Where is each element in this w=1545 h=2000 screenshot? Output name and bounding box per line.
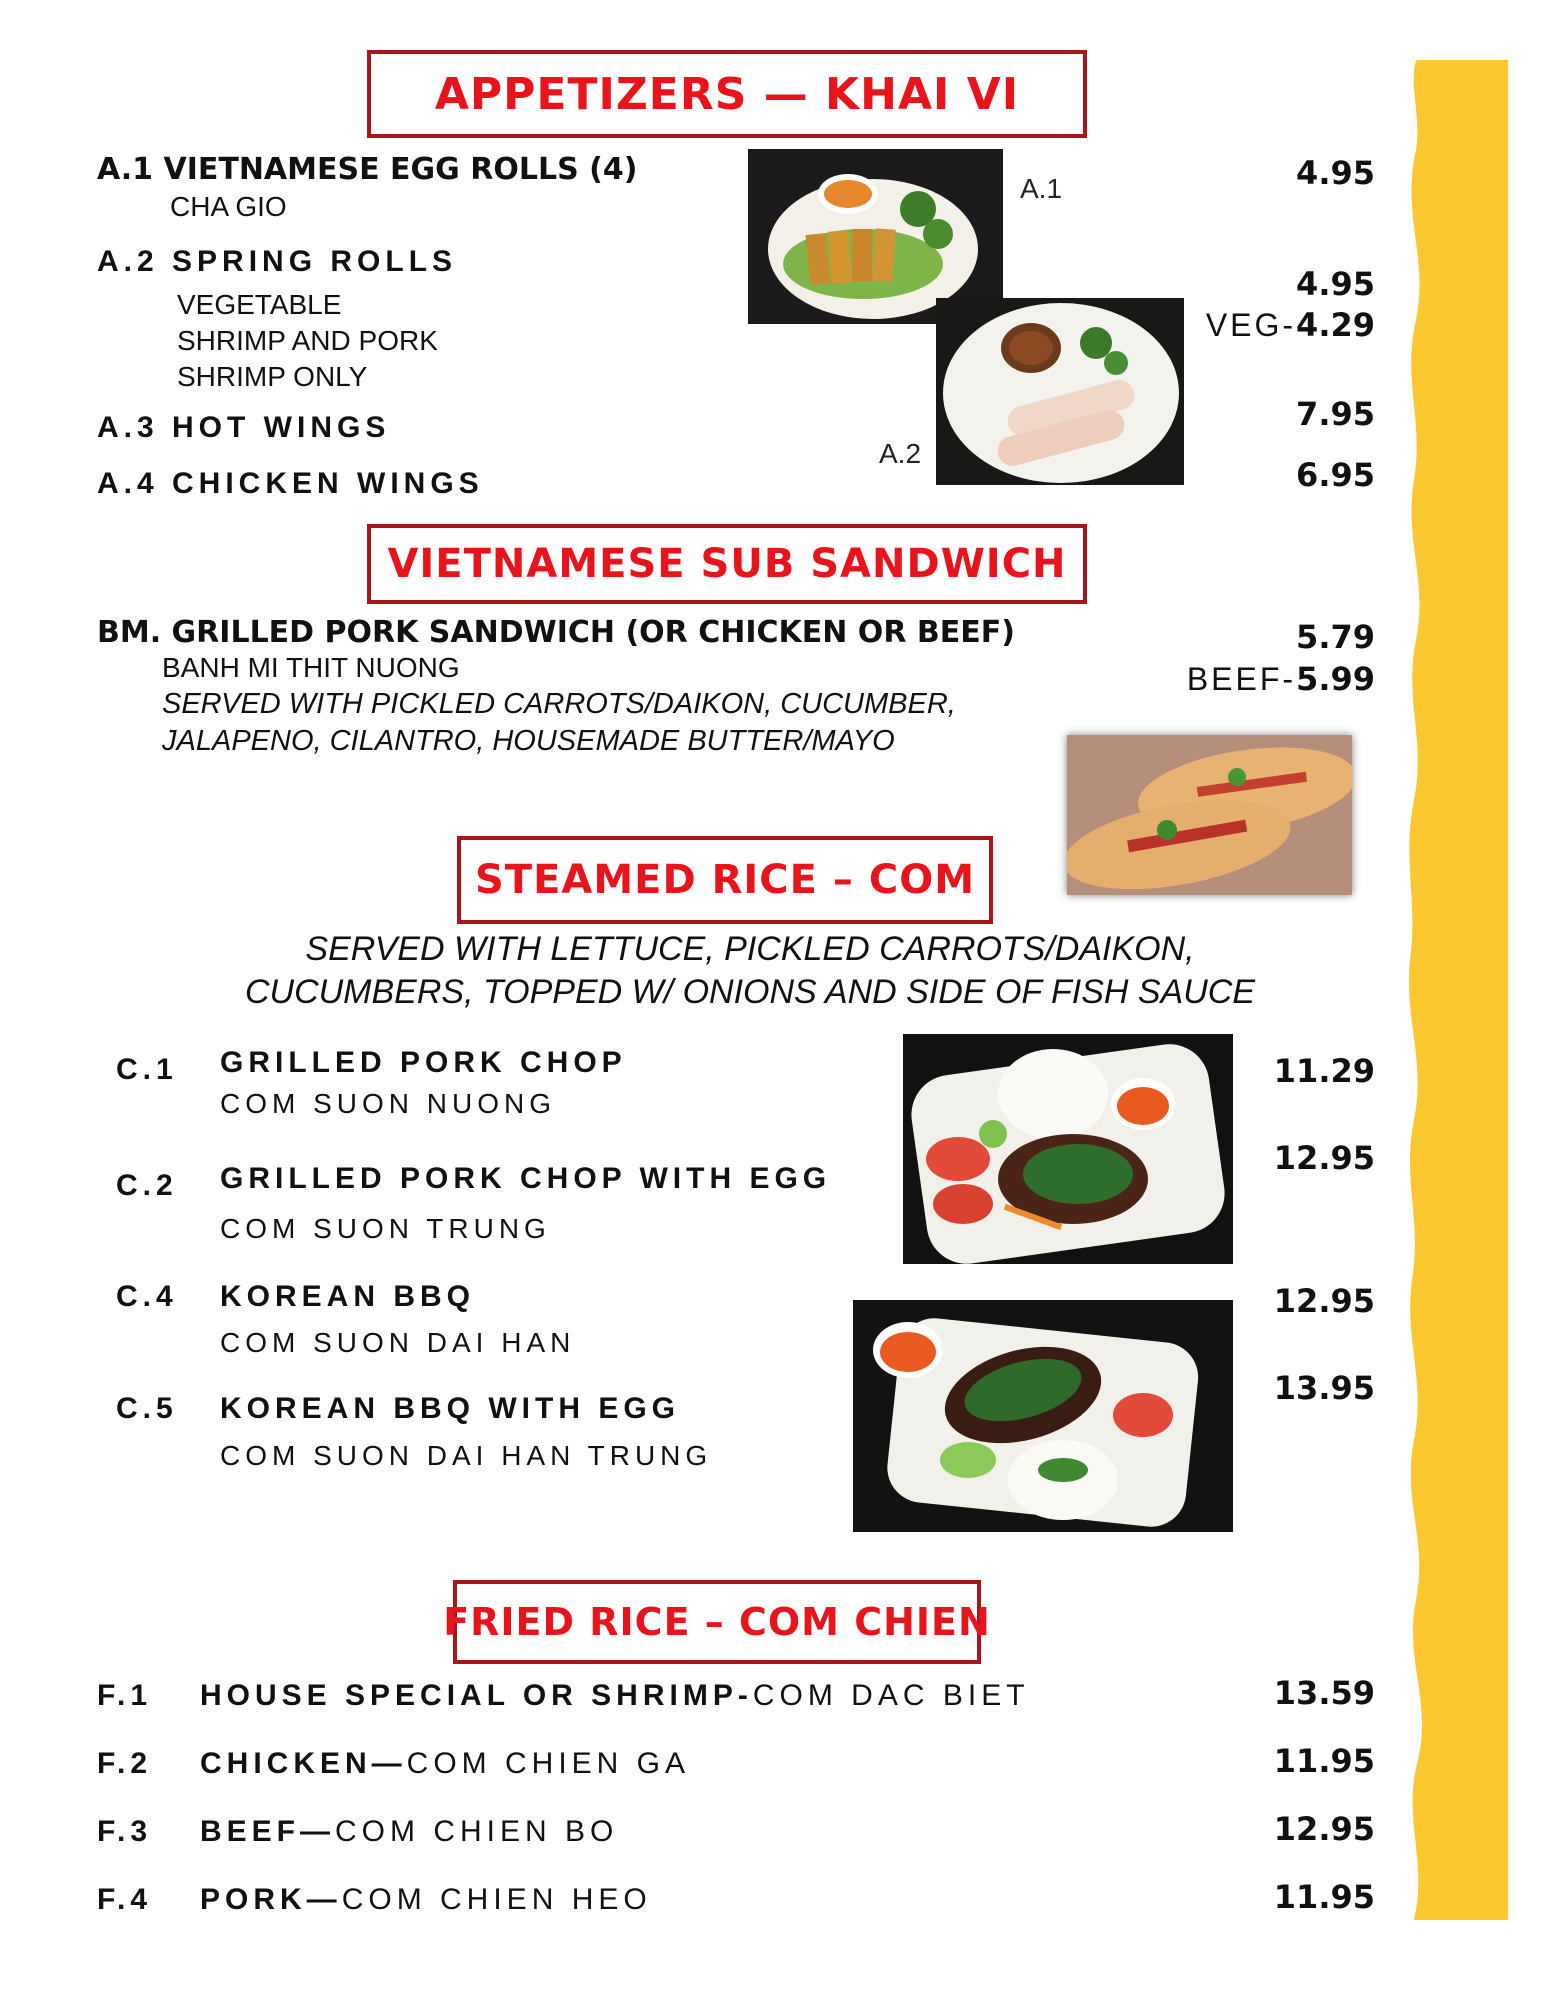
fried-item-name <box>200 1747 690 1781</box>
fried-item-english: HOUSE SPECIAL OR SHRIMP- <box>200 1679 753 1712</box>
item-a2-veg-price <box>1206 306 1375 344</box>
rice-title-text: STEAMED RICE – COM <box>474 857 975 903</box>
fried-rice-title-text: FRIED RICE – COM CHIEN <box>443 1600 991 1644</box>
item-a2-option-vegetable: VEGETABLE <box>177 289 342 320</box>
fried-item-english: CHICKEN— <box>200 1747 407 1780</box>
rice-note-line2: CUCUMBERS, TOPPED W/ ONIONS AND SIDE OF FISH SAUCE <box>244 973 1256 1011</box>
sandwich-name: BM. GRILLED PORK SANDWICH (OR CHICKEN OR BEEF) <box>97 615 1015 650</box>
fried-item-name <box>200 1679 1030 1713</box>
rice-item-sub: COM SUON NUONG <box>220 1088 556 1119</box>
fried-item-price: 11.95 <box>1273 1742 1375 1780</box>
fried-item-name <box>200 1883 652 1917</box>
sandwich-vietnamese-name: BANH MI THIT NUONG <box>162 652 460 683</box>
rice-item-code: C.2 <box>116 1169 178 1202</box>
fried-item-code: F.4 <box>97 1883 153 1916</box>
fried-item-code: F.3 <box>97 1815 153 1848</box>
item-a4-price: 6.95 <box>1296 456 1375 494</box>
fried-rice-section-title <box>443 1580 991 1664</box>
fried-item-price: 11.95 <box>1273 1878 1375 1916</box>
fried-item-vietnamese: COM CHIEN GA <box>406 1747 691 1780</box>
rice-item-code: C.4 <box>116 1280 178 1313</box>
rice-item-sub: COM SUON DAI HAN TRUNG <box>220 1440 713 1471</box>
item-a3-price: 7.95 <box>1296 395 1375 433</box>
fried-item-english: PORK— <box>200 1883 342 1916</box>
sandwich-price: 5.79 <box>1296 618 1375 656</box>
fried-item-code: F.1 <box>97 1679 153 1712</box>
spring-rolls-photo <box>936 298 1184 485</box>
fried-item-vietnamese: COM DAC BIET <box>752 1679 1030 1712</box>
item-a4-name: A.4 CHICKEN WINGS <box>97 467 484 500</box>
rice-item-sub: COM SUON DAI HAN <box>220 1327 576 1358</box>
rice-item-price: 11.29 <box>1273 1052 1375 1090</box>
item-a3-name: A.3 HOT WINGS <box>97 411 391 444</box>
fried-item-price: 13.59 <box>1273 1674 1375 1712</box>
fried-item-vietnamese: COM CHIEN HEO <box>341 1883 652 1916</box>
rice-item-name: GRILLED PORK CHOP <box>220 1046 627 1079</box>
rice-item-name: KOREAN BBQ <box>220 1280 476 1313</box>
sandwich-title-text: VIETNAMESE SUB SANDWICH <box>387 541 1067 587</box>
beef-price-value: 5.99 <box>1296 660 1375 698</box>
rice-item-name: KOREAN BBQ WITH EGG <box>220 1392 680 1425</box>
appetizers-section-title <box>367 50 1087 138</box>
item-a2-name: A.2 SPRING ROLLS <box>97 245 458 278</box>
rice-item-price: 12.95 <box>1273 1139 1375 1177</box>
fried-item-code: F.2 <box>97 1747 153 1780</box>
appetizers-title-text: APPETIZERS — KHAI VI <box>434 68 1020 120</box>
sandwich-description-line2: JALAPENO, CILANTRO, HOUSEMADE BUTTER/MAYO <box>162 725 895 757</box>
photo-a2-caption: A.2 <box>879 438 922 469</box>
item-a1-name: A.1 VIETNAMESE EGG ROLLS (4) <box>97 152 638 187</box>
sandwich-description-line1: SERVED WITH PICKLED CARROTS/DAIKON, CUCUMBER, <box>162 688 956 720</box>
beef-prefix: BEEF- <box>1186 661 1297 697</box>
photo-a1-caption: A.1 <box>1020 173 1063 204</box>
rice-section-title <box>457 836 993 924</box>
veg-price-value: 4.29 <box>1296 306 1375 344</box>
rice-item-code: C.1 <box>116 1053 178 1086</box>
rice-item-sub: COM SUON TRUNG <box>220 1213 551 1244</box>
item-a2-option-shrimp-only: SHRIMP ONLY <box>177 361 368 392</box>
rice-item-price: 13.95 <box>1273 1369 1375 1407</box>
fried-item-name <box>200 1815 618 1849</box>
fried-item-english: BEEF— <box>200 1815 336 1848</box>
item-a2-price: 4.95 <box>1296 265 1375 303</box>
fried-item-vietnamese: COM CHIEN BO <box>335 1815 619 1848</box>
sandwich-section-title <box>367 524 1087 604</box>
item-a1-price: 4.95 <box>1296 154 1375 192</box>
rice-item-name: GRILLED PORK CHOP WITH EGG <box>220 1162 832 1195</box>
pork-chop-plate-photo <box>903 1034 1233 1264</box>
fried-item-price: 12.95 <box>1273 1810 1375 1848</box>
korean-bbq-plate-photo <box>853 1300 1233 1532</box>
item-a2-option-shrimp-pork: SHRIMP AND PORK <box>177 325 438 356</box>
veg-prefix: VEG- <box>1205 307 1297 343</box>
sandwich-beef-price <box>1187 660 1375 698</box>
banh-mi-photo <box>1067 735 1352 895</box>
rice-item-price: 12.95 <box>1273 1282 1375 1320</box>
item-a1-sub: CHA GIO <box>170 191 287 222</box>
rice-note-line1: SERVED WITH LETTUCE, PICKLED CARROTS/DAIKON, <box>305 930 1195 968</box>
rice-item-code: C.5 <box>116 1392 178 1425</box>
